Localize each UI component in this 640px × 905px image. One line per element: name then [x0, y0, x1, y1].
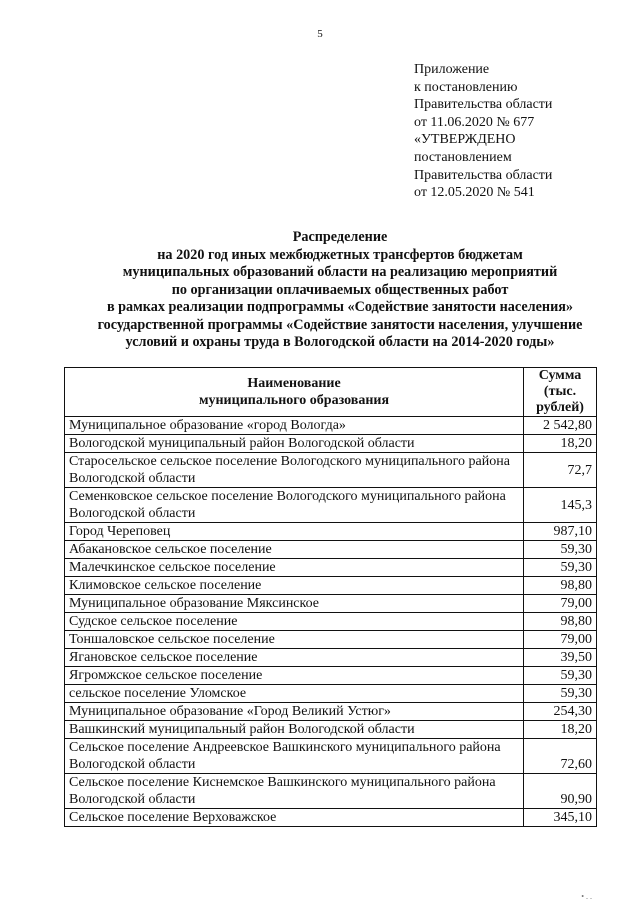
header-sum-line: Сумма — [538, 368, 582, 383]
row-name: Город Череповец — [65, 523, 524, 541]
row-value: 987,10 — [524, 523, 597, 541]
table-row — [65, 541, 597, 559]
appendix-line: «УТВЕРЖДЕНО — [414, 132, 516, 148]
row-value: 59,30 — [524, 559, 597, 577]
row-value: 79,00 — [524, 631, 597, 649]
appendix-line: постановлением — [414, 149, 512, 165]
row-name: Климовское сельское поселение — [65, 577, 524, 595]
row-value: 345,10 — [524, 809, 597, 827]
appendix-line: от 11.06.2020 № 677 — [414, 114, 535, 130]
table-row — [65, 721, 597, 739]
table-row — [65, 577, 597, 595]
appendix-line: Правительства области — [414, 167, 553, 183]
page-number: 5 — [317, 28, 323, 40]
table-header-row — [65, 368, 597, 417]
document-title — [40, 229, 640, 352]
row-value: 72,7 — [524, 453, 597, 488]
row-name: Вологодской муниципальный район Вологодской области — [65, 435, 524, 453]
table-row — [65, 667, 597, 685]
header-name — [65, 368, 524, 417]
distribution-table — [64, 367, 597, 827]
row-value: 98,80 — [524, 577, 597, 595]
row-name: сельское поселение Уломское — [65, 685, 524, 703]
title-line: по организации оплачиваемых общественных работ — [171, 281, 509, 298]
table-row — [65, 613, 597, 631]
table-row — [65, 559, 597, 577]
title-line: Распределение — [292, 229, 388, 245]
table-row — [65, 488, 597, 523]
row-name: Тоншаловское сельское поселение — [65, 631, 524, 649]
appendix-block — [414, 61, 552, 202]
row-name: Муниципальное образование Мяксинское — [65, 595, 524, 613]
table-row — [65, 435, 597, 453]
row-value: 72,60 — [524, 739, 597, 774]
row-name: Семенковское сельское поселение Вологодского муниципального района Вологодской области — [65, 488, 524, 523]
row-value: 90,90 — [524, 774, 597, 809]
row-name: Абакановское сельское поселение — [65, 541, 524, 559]
row-name: Муниципальное образование «Город Великий Устюг» — [65, 703, 524, 721]
table-row — [65, 523, 597, 541]
row-name: Судское сельское поселение — [65, 613, 524, 631]
appendix-line: от 12.05.2020 № 541 — [414, 185, 535, 201]
title-line: условий и охраны труда в Вологодской области на 2014-2020 годы» — [125, 334, 555, 350]
row-name: Старосельское сельское поселение Вологодского муниципального района Вологодской области — [65, 453, 524, 488]
row-name: Ягановское сельское поселение — [65, 649, 524, 667]
row-name: Сельское поселение Верховажское — [65, 809, 524, 827]
row-value: 18,20 — [524, 721, 597, 739]
row-value: 145,3 — [524, 488, 597, 523]
row-value: 98,80 — [524, 613, 597, 631]
table-row — [65, 649, 597, 667]
row-name: Малечкинское сельское поселение — [65, 559, 524, 577]
row-value: 254,30 — [524, 703, 597, 721]
row-value: 18,20 — [524, 435, 597, 453]
appendix-line: Правительства области — [414, 97, 553, 113]
row-name: Ягромжское сельское поселение — [65, 667, 524, 685]
title-line: на 2020 год иных межбюджетных трансфертов бюджетам — [157, 246, 523, 263]
row-name: Сельское поселение Киснемское Вашкинского муниципального района Вологодской области — [65, 774, 524, 809]
row-name: Муниципальное образование «город Вологда» — [65, 417, 524, 435]
appendix-line: Приложение — [414, 62, 490, 77]
scan-mark: • . . — [581, 892, 592, 901]
row-value: 79,00 — [524, 595, 597, 613]
header-sum — [524, 368, 597, 417]
title-line: государственной программы «Содействие занятости населения, улучшение — [97, 316, 583, 333]
row-name: Вашкинский муниципальный район Вологодской области — [65, 721, 524, 739]
title-line: в рамках реализации подпрограммы «Содействие занятости населения» — [106, 299, 574, 315]
table-row — [65, 417, 597, 435]
table-row — [65, 739, 597, 774]
table-row — [65, 685, 597, 703]
row-value: 59,30 — [524, 667, 597, 685]
header-name-line: Наименование — [247, 376, 341, 391]
row-name: Сельское поселение Андреевское Вашкинского муниципального района Вологодской области — [65, 739, 524, 774]
table-row — [65, 595, 597, 613]
row-value: 39,50 — [524, 649, 597, 667]
table-row — [65, 453, 597, 488]
header-sum-line: рублей) — [536, 400, 584, 415]
row-value: 59,30 — [524, 541, 597, 559]
table-row — [65, 809, 597, 827]
table-row — [65, 631, 597, 649]
table-row — [65, 774, 597, 809]
row-value: 59,30 — [524, 685, 597, 703]
row-value: 2 542,80 — [524, 417, 597, 435]
header-sum-line: (тыс. — [543, 384, 577, 399]
title-line: муниципальных образований области на реализацию мероприятий — [122, 264, 558, 280]
table-row — [65, 703, 597, 721]
header-name-line: муниципального образования — [198, 393, 390, 408]
appendix-line: к постановлению — [414, 79, 518, 95]
